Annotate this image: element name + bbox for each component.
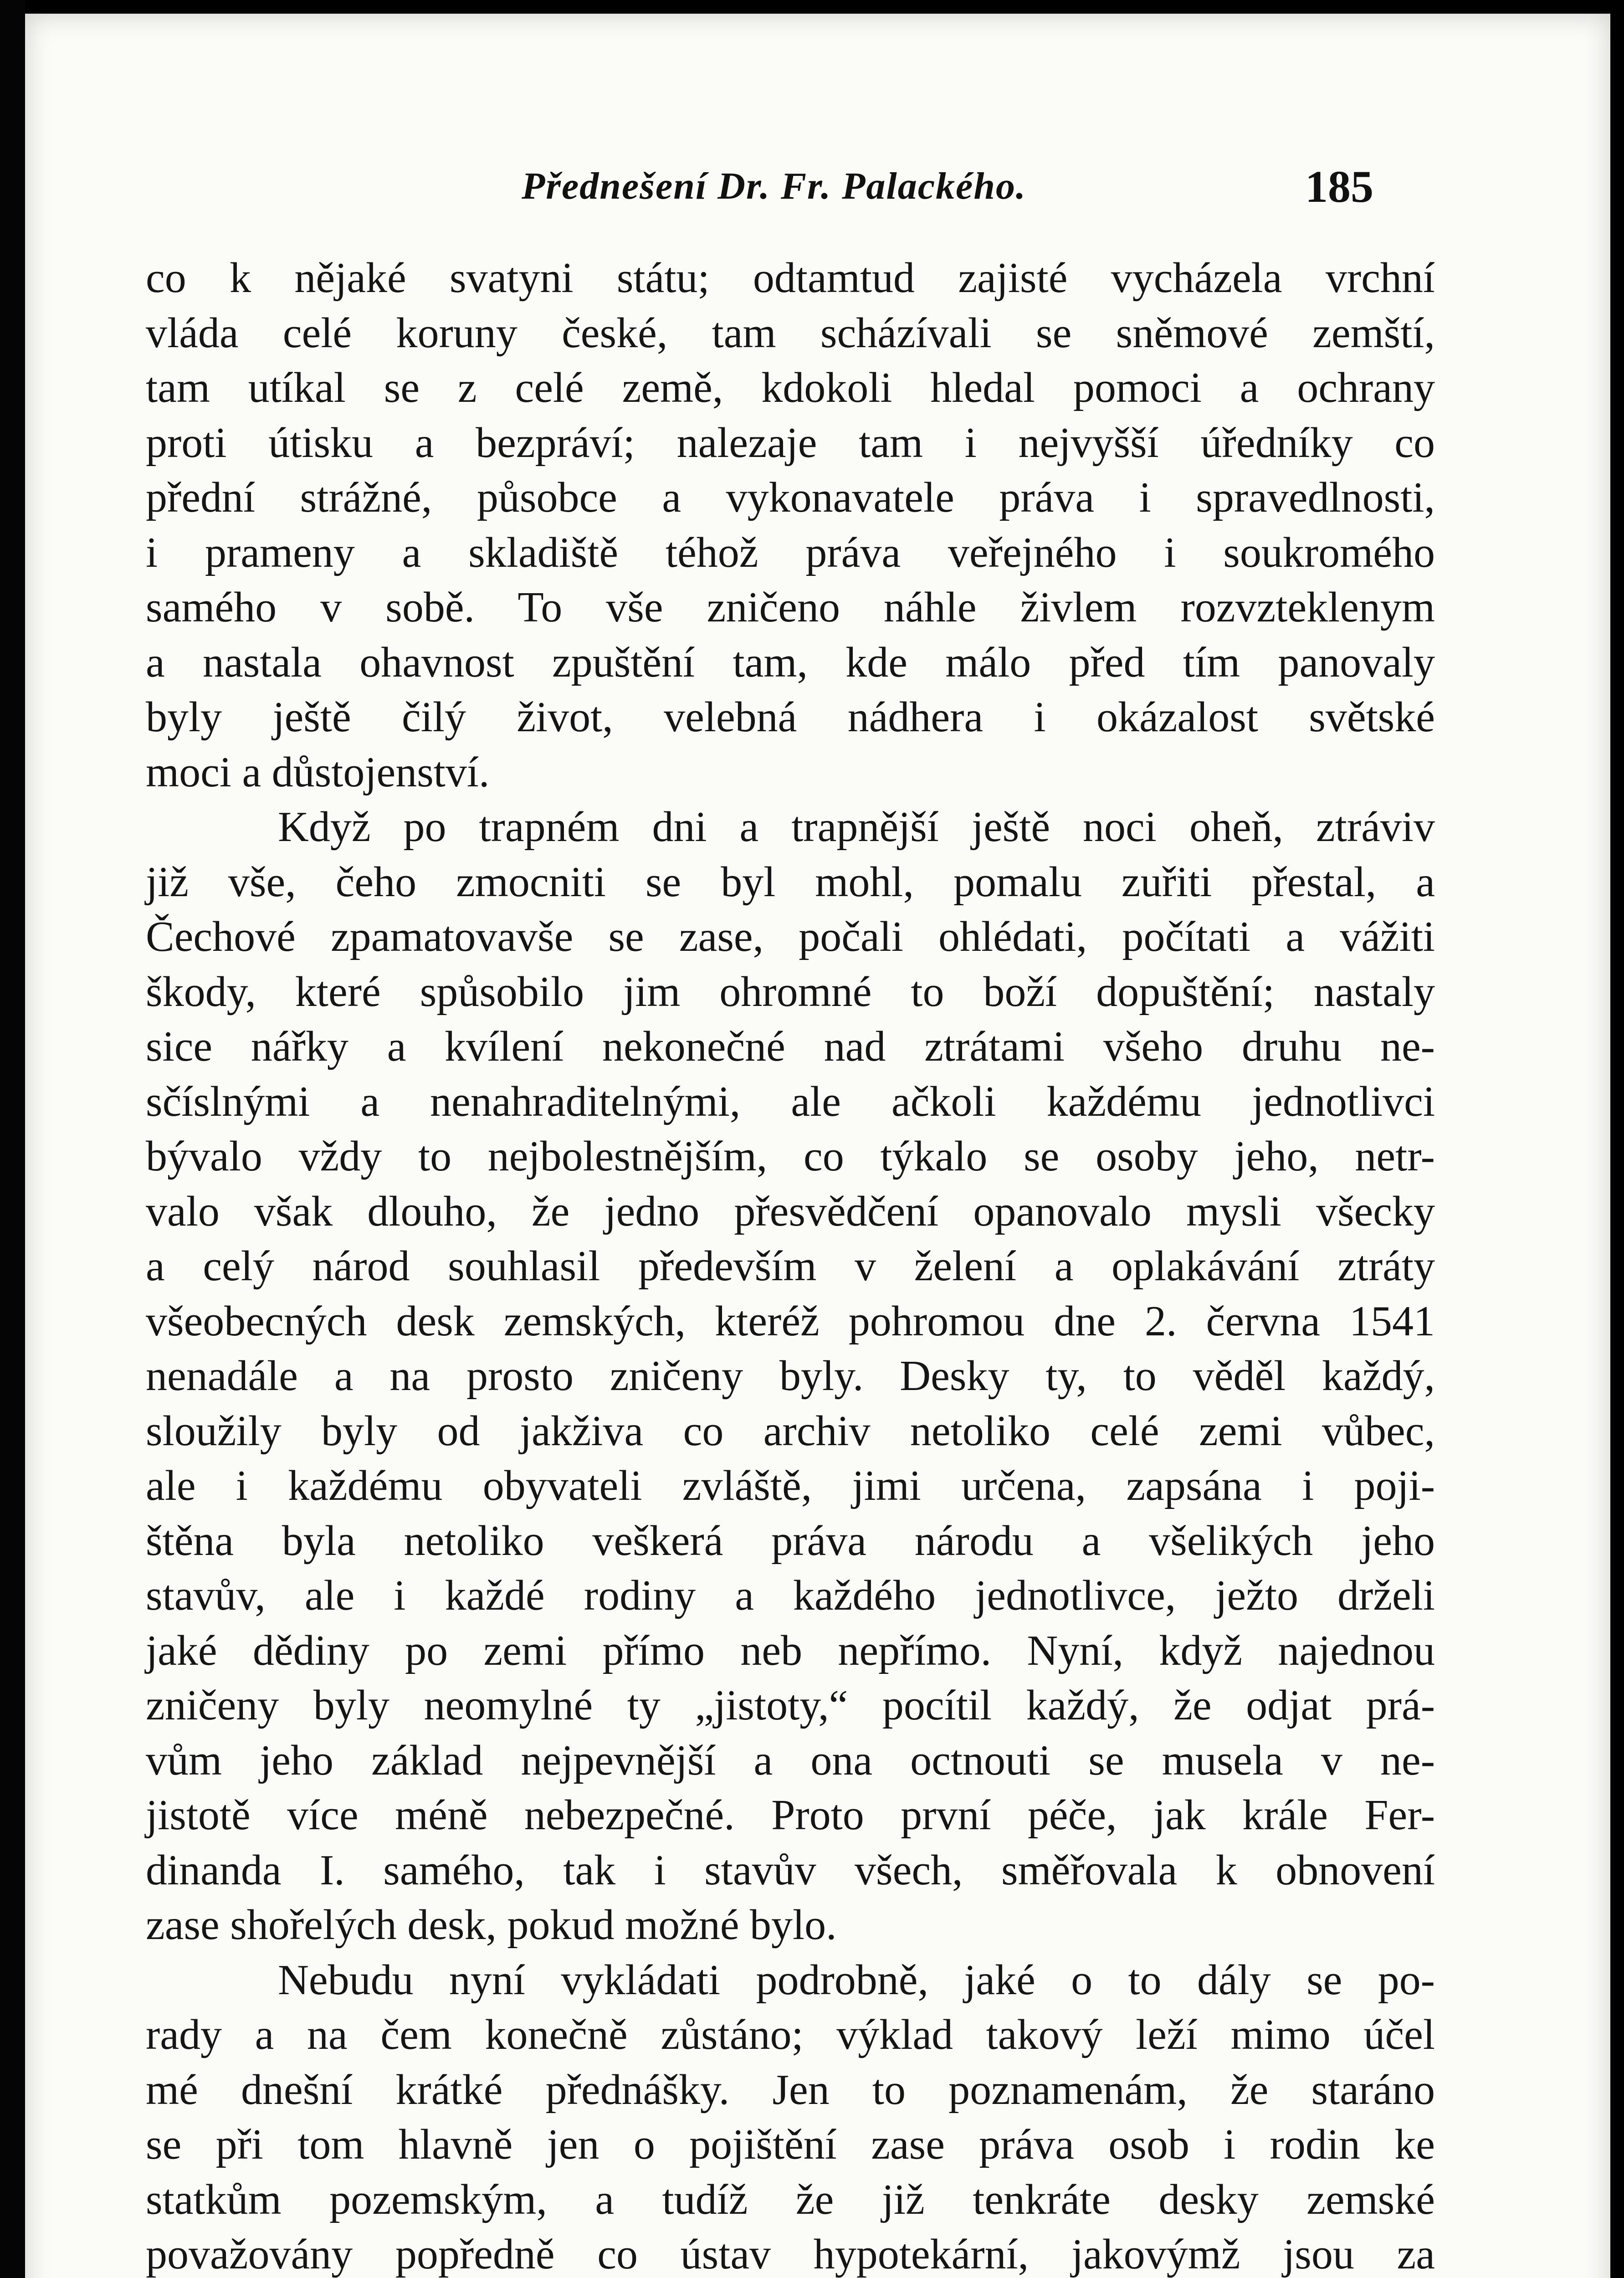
text-line: štěna byla netoliko veškerá práva národu a všelikých jeho (146, 1517, 1435, 1565)
text-line: rady a na čem konečně zůstáno; výklad takový leží mimo účel (146, 2011, 1435, 2058)
text-line: přední strážné, působce a vykonavatele práva i spravedlnosti, (146, 474, 1435, 521)
text-line: vům jeho základ nejpevnější a ona octnouti se musela v ne- (146, 1736, 1435, 1784)
paragraph (146, 1953, 1435, 2278)
text-line: všeobecných desk zemských, kteréž pohromou dne 2. června 1541 (146, 1297, 1435, 1345)
paragraph (146, 800, 1435, 1953)
paragraph (146, 251, 1435, 800)
text-line: Nebudu nyní vykládati podrobně, jaké o to dály se po- (278, 1956, 1435, 2004)
page-header (25, 161, 1610, 237)
text-line: zase shořelých desk, pokud možné bylo. (146, 1901, 837, 1949)
text-line: se při tom hlavně jen o pojištění zase práva osob i rodin ke (146, 2121, 1435, 2168)
text-line: sčíslnými a nenahraditelnými, ale ačkoli každému jednotlivci (146, 1077, 1435, 1125)
scan-left-edge (0, 0, 25, 2278)
text-line: proti útisku a bezpráví; nalezaje tam i nejvyšší úředníky co (146, 419, 1435, 467)
text-line: sice nářky a kvílení nekonečné nad ztrátami všeho druhu ne- (146, 1023, 1435, 1070)
text-line: valo však dlouho, že jedno přesvědčení opanovalo mysli všecky (146, 1187, 1435, 1235)
text-line: bývalo vždy to nejbolestnějším, co týkalo se osoby jeho, netr- (146, 1133, 1435, 1180)
text-line: samého v sobě. To vše zničeno náhle živlem rozvzteklenym (146, 584, 1435, 631)
running-title: Přednešení Dr. Fr. Palackého. (522, 165, 1027, 207)
text-line: Čechové zpamatovavše se zase, počali ohlédati, počítati a vážiti (146, 913, 1435, 960)
text-line: vláda celé koruny české, tam scházívali se sněmové zemští, (146, 309, 1435, 357)
text-line: statkům pozemským, a tudíž že již tenkráte desky zemské (146, 2175, 1435, 2223)
text-line: zničeny byly neomylné ty „jistoty,“ pocítil každý, že odjat prá- (146, 1682, 1435, 1729)
text-line: tam utíkal se z celé země, kdokoli hledal pomoci a ochrany (146, 364, 1435, 411)
body-text (146, 251, 1435, 2278)
text-line: jaké dědiny po zemi přímo neb nepřímo. Nyní, když najednou (146, 1626, 1435, 1674)
text-line: škody, které spůsobilo jim ohromné to boží dopuštění; nastaly (146, 968, 1435, 1016)
text-line: byly ještě čilý život, velebná nádhera i okázalost světské (146, 693, 1435, 741)
text-line: dinanda I. samého, tak i stavův všech, směřovala k obnovení (146, 1846, 1435, 1894)
text-line: sloužily byly od jakživa co archiv netoliko celé zemi vůbec, (146, 1407, 1435, 1455)
text-line: co k nějaké svatyni státu; odtamtud zajisté vycházela vrchní (146, 254, 1435, 302)
text-line: mé dnešní krátké přednášky. Jen to poznamenám, že staráno (146, 2066, 1435, 2114)
text-line: považovány popředně co ústav hypotekární, jakovýmž jsou za (146, 2231, 1435, 2278)
book-page (25, 14, 1610, 2278)
text-line: a nastala ohavnost zpuštění tam, kde málo před tím panovaly (146, 638, 1435, 686)
text-line: i prameny a skladiště téhož práva veřejného i soukromého (146, 528, 1435, 576)
text-line: moci a důstojenství. (146, 748, 490, 796)
text-line: ale i každému obyvateli zvláště, jimi určena, zapsána i poji- (146, 1462, 1435, 1509)
text-line: nenadále a na prosto zničeny byly. Desky ty, to věděl každý, (146, 1352, 1435, 1400)
text-line: stavův, ale i každé rodiny a každého jednotlivce, ježto drželi (146, 1572, 1435, 1619)
text-line: Když po trapném dni a trapnější ještě noci oheň, ztráviv (278, 803, 1435, 851)
text-line: a celý národ souhlasil především v želení a oplakávání ztráty (146, 1242, 1435, 1290)
text-line: jistotě více méně nebezpečné. Proto první péče, jak krále Fer- (146, 1791, 1435, 1839)
page-number: 185 (1305, 161, 1373, 212)
text-line: již vše, čeho zmocniti se byl mohl, pomalu zuřiti přestal, a (146, 858, 1435, 906)
